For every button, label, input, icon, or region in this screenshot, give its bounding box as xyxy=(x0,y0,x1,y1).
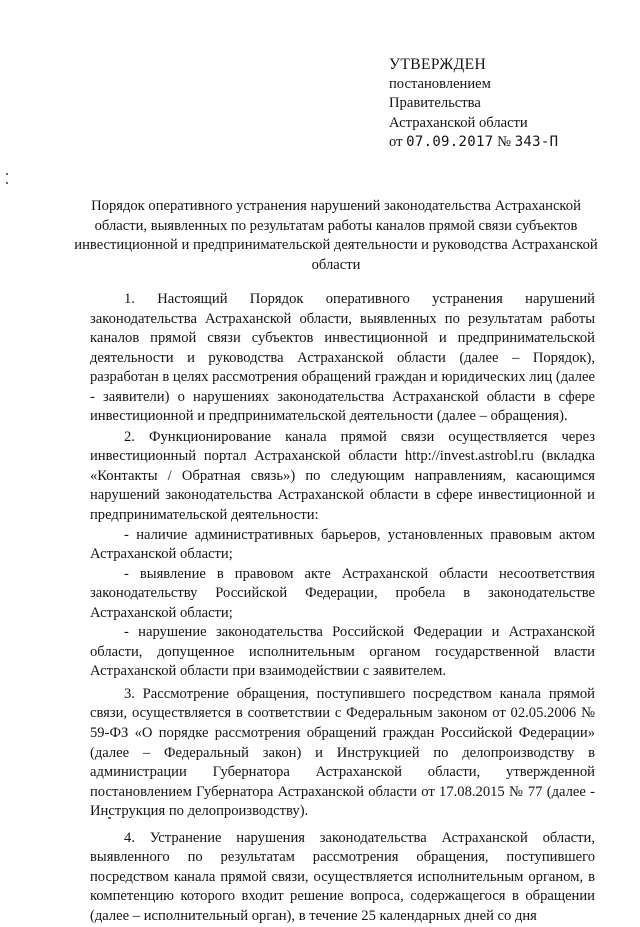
approval-line-2: Правительства xyxy=(389,95,481,111)
paragraph-2: 2. Функционирование канала прямой связи осуществляется через инвестиционный портал Астраханской области http://invest.astrobl.ru (вкладка «Контакты / Обратная связь») по следующим направлениям, касающимся нарушений законодательства Астраханской области в сфере инвестиционной и предпринимательской деятельности: xyxy=(90,428,595,524)
paragraph-1: 1. Настоящий Порядок оперативного устранения нарушений законодательства Астраханской области, выявленных по результатам работы каналов прямой связи субъектов инвестиционной и предпринимательской деятельности и руководства Астраханской области (далее – Порядок), разработан в целях рассмотрения обращений граждан и юридических лиц (далее - заявители) о нарушениях законодательства Астраханской области в сфере инвестиционной и предпринимательской деятельности (далее – обращения). xyxy=(90,291,595,425)
approval-title: УТВЕРЖДЕН xyxy=(389,56,487,73)
approval-block xyxy=(389,55,609,153)
paragraph-4: 4. Устранение нарушения законодательства Астраханской области, выявленного по результатам рассмотрения обращения, поступившего посредством канала прямой связи, осуществляется исполнительным органом, в компетенцию которого входит решение вопроса, содержащегося в обращении (далее – исполнительный орган), в течение 25 календарных дней со дня xyxy=(90,829,595,924)
list-item-1: - наличие административных барьеров, установленных правовым актом Астраханской области; xyxy=(90,526,595,563)
approval-date: 07.09.2017 xyxy=(406,134,494,150)
approval-line-3: Астраханской области xyxy=(389,114,528,131)
approval-line-1: постановлением xyxy=(389,75,491,92)
scan-mark xyxy=(6,182,8,184)
list-item-2: - выявление в правовом акте Астраханской области несоответствия законодательству Российской Федерации, пробела в законодательстве Астраханской области; xyxy=(90,565,595,621)
approval-number-prefix: № xyxy=(497,134,512,150)
approval-date-line xyxy=(389,133,609,153)
scan-mark xyxy=(6,173,8,175)
list-item-3: - нарушение законодательства Российской Федерации и Астраханской области, допущенное исполнительным органом государственной власти Астраханской области при взаимодействии с заявителем. xyxy=(90,624,595,680)
approval-number: 343-П xyxy=(514,134,559,150)
approval-date-prefix: от xyxy=(389,134,403,150)
document-body xyxy=(90,290,595,927)
document-title: Порядок оперативного устранения нарушений законодательства Астраханской области, выявленных по результатам работы каналов прямой связи субъектов инвестиционной и предпринимательской деятельности и руководства Астраханской области xyxy=(74,198,598,274)
paragraph-3: 3. Рассмотрение обращения, поступившего посредством канала прямой связи, осуществляется в соответствии с Федеральным законом от 02.05.2006 № 59-ФЗ «О порядке рассмотрения обращений граждан Российской Федерации» (далее – Федеральный закон) и Инструкцией по делопроизводству в администрации Губернатора Астраханской области, утвержденной постановлением Губернатора Астраханской области от 17.08.2015 № 77 (далее - Инструкция по делопроизводству). xyxy=(90,685,595,820)
